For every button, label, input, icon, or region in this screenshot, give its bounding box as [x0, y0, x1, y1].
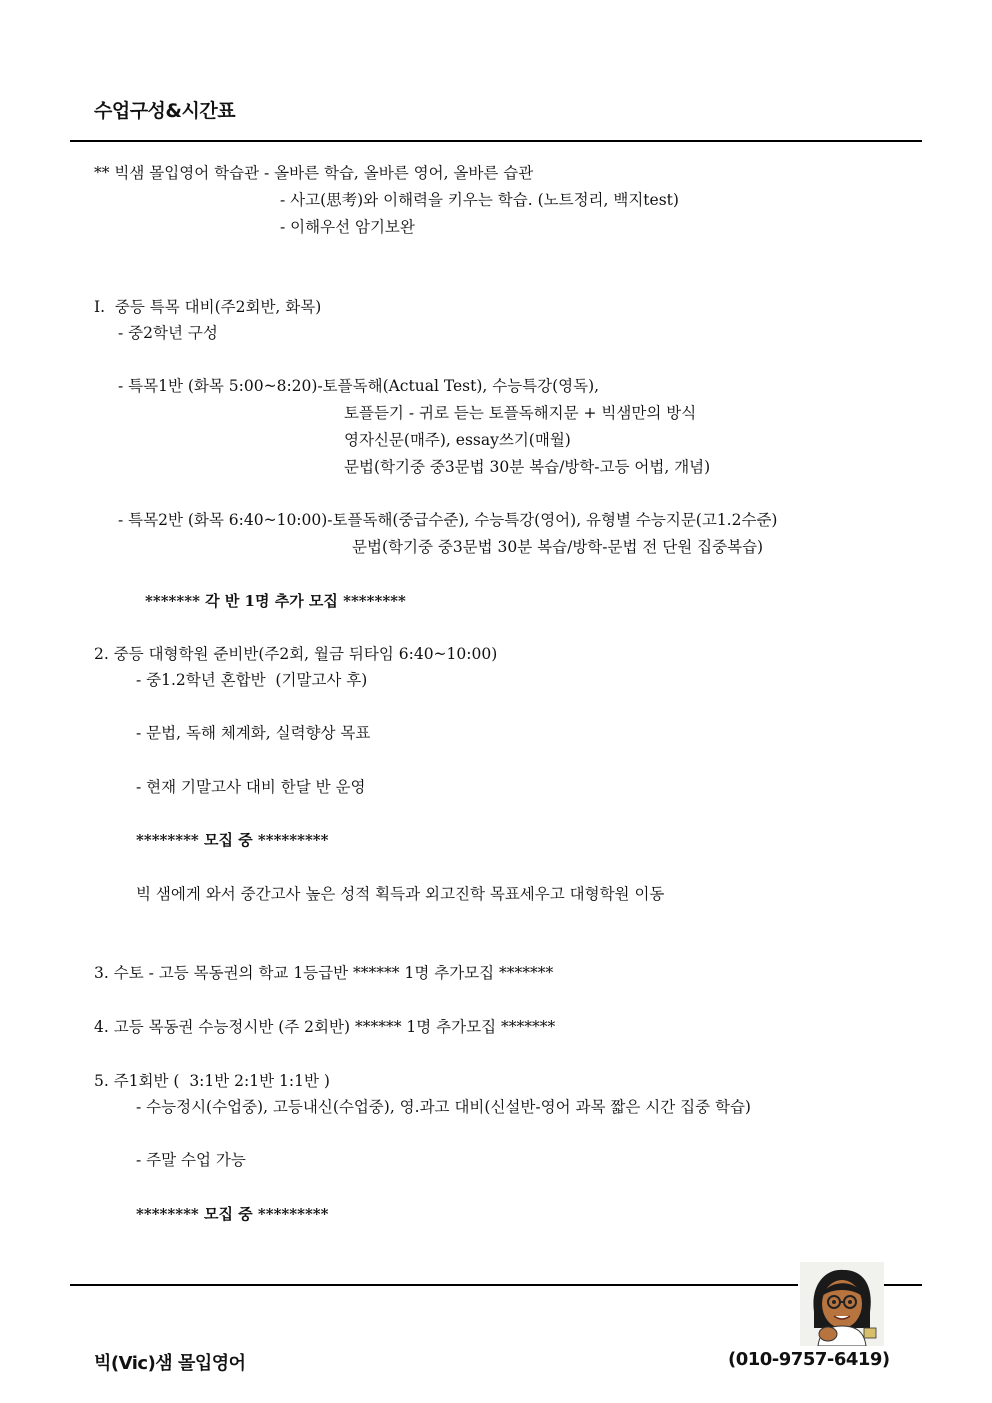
section-5-heading: 5. 주1회반 ( 3:1반 2:1반 1:1반 ) [94, 1072, 330, 1090]
section-2-recruit: ******** 모집 중 ********* [136, 831, 329, 849]
section-2-note: 빅 샘에게 와서 중간고사 높은 성적 획득과 외고진학 목표세우고 대형학원 이동 [136, 885, 665, 903]
class-1-line-2: 토플듣기 - 귀로 듣는 토플독해지문 + 빅샘만의 방식 [344, 404, 697, 422]
class-2-line-2: 문법(학기중 중3문법 30분 복습/방학-문법 전 단원 집중복습) [352, 538, 764, 556]
footer-phone: (010-9757-6419) [728, 1349, 890, 1370]
section-1-heading: I. 중등 특목 대비(주2회반, 화목) [94, 298, 322, 316]
footer-divider-right [884, 1284, 922, 1286]
footer-divider-left [70, 1284, 798, 1286]
section-2-item-2: - 문법, 독해 체계화, 실력향상 목표 [136, 724, 371, 742]
section-2-item-1: - 중1.2학년 혼합반 (기말고사 후) [136, 671, 368, 689]
section-1-recruit: ******* 각 반 1명 추가 모집 ******** [145, 592, 406, 610]
section-1-sub: - 중2학년 구성 [118, 324, 218, 342]
header-divider [70, 140, 922, 142]
section-5-item-2: - 주말 수업 가능 [136, 1151, 246, 1169]
footer-brand: 빅(Vic)샘 몰입영어 [94, 1353, 246, 1374]
section-2-heading: 2. 중등 대형학원 준비반(주2회, 월금 뒤타임 6:40~10:00) [94, 645, 498, 663]
intro-line-1: ** 빅샘 몰입영어 학습관 - 올바른 학습, 올바른 영어, 올바른 습관 [94, 164, 534, 182]
section-5-recruit: ******** 모집 중 ********* [136, 1205, 329, 1223]
intro-line-3: - 이해우선 암기보완 [280, 218, 415, 236]
class-1-line-4: 문법(학기중 중3문법 30분 복습/방학-고등 어법, 개념) [344, 458, 711, 476]
section-3-heading: 3. 수토 - 고등 목동권의 학교 1등급반 ****** 1명 추가모집 ******* [94, 964, 554, 982]
teacher-avatar-icon [800, 1262, 884, 1346]
section-4-heading: 4. 고등 목동권 수능정시반 (주 2회반) ****** 1명 추가모집 ******* [94, 1018, 556, 1036]
class-1-line-1: - 특목1반 (화목 5:00~8:20)-토플독해(Actual Test), 수능특강(영독), [118, 377, 600, 395]
intro-line-2: - 사고(思考)와 이해력을 키우는 학습. (노트정리, 백지test) [280, 191, 679, 209]
class-1-line-3: 영자신문(매주), essay쓰기(매월) [344, 431, 571, 449]
section-5-item-1: - 수능정시(수업중), 고등내신(수업중), 영.과고 대비(신설반-영어 과목 짧은 시간 집중 학습) [136, 1098, 751, 1116]
class-2-line-1: - 특목2반 (화목 6:40~10:00)-토플독해(중급수준), 수능특강(영어), 유형별 수능지문(고1.2수준) [118, 511, 778, 529]
page-title: 수업구성&시간표 [94, 100, 236, 122]
section-2-item-3: - 현재 기말고사 대비 한달 반 운영 [136, 778, 366, 796]
